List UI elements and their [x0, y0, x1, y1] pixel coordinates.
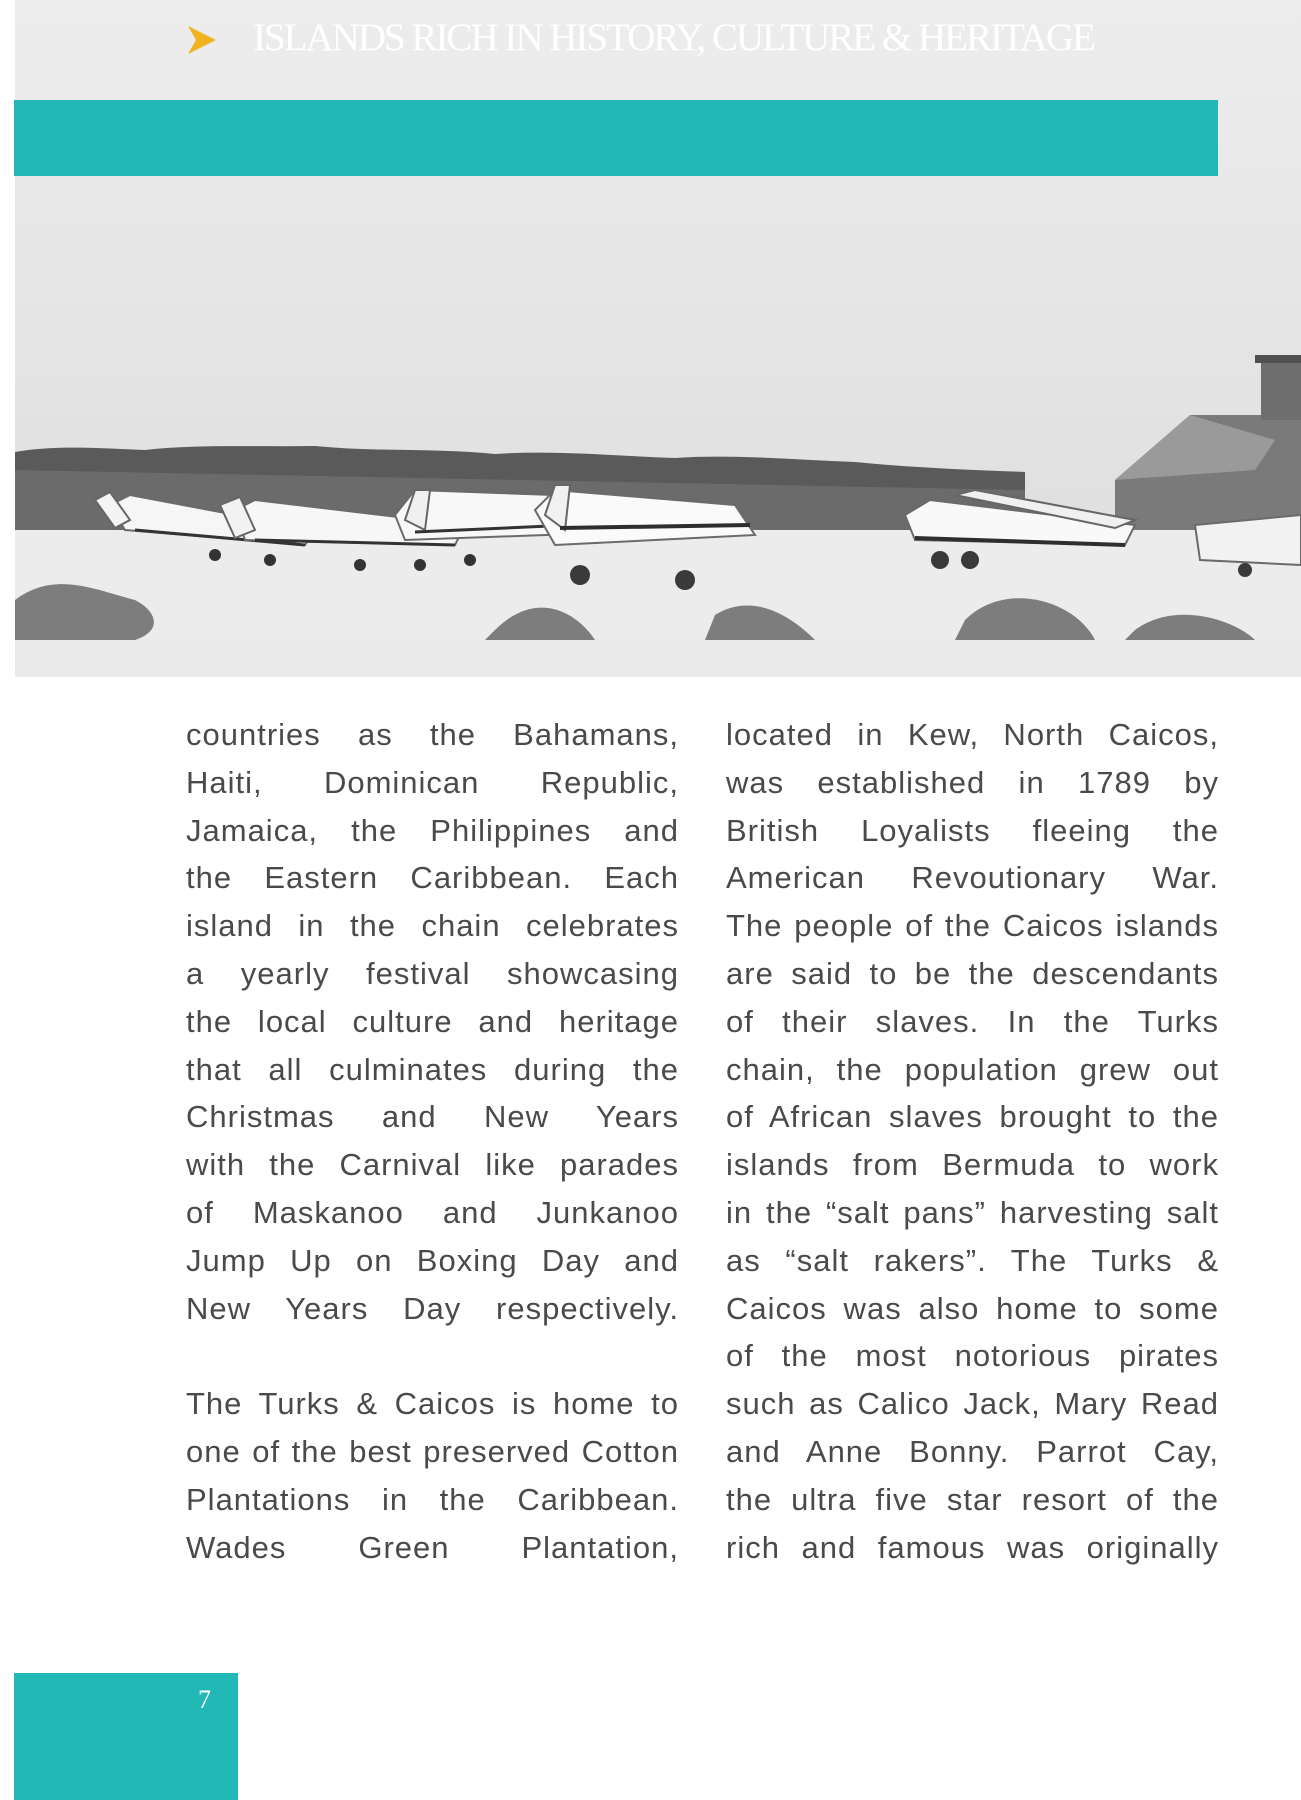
- text-line: of Maskanoo and Junkanoo: [186, 1194, 679, 1230]
- section-title: ISLANDS RICH IN HISTORY, CULTURE & HERITAGE: [253, 16, 1094, 59]
- text-line: such as Calico Jack, Mary Read: [726, 1386, 1219, 1422]
- text-line: the ultra five star resort of the: [726, 1481, 1219, 1517]
- text-line: that all culminates during the: [186, 1051, 679, 1087]
- text-line: Caicos was also home to some: [726, 1290, 1219, 1326]
- text-line: of the most notorious pirates: [726, 1338, 1219, 1374]
- text-line: of their slaves. In the Turks: [726, 1003, 1219, 1039]
- text-line: a yearly festival showcasing: [186, 955, 679, 991]
- text-column-right: [726, 711, 1219, 1571]
- text-line: are said to be the descendants: [726, 955, 1219, 991]
- text-line: Haiti, Dominican Republic,: [186, 764, 679, 800]
- text-line: Wades Green Plantation,: [186, 1529, 679, 1565]
- text-line: of African slaves brought to the: [726, 1099, 1219, 1135]
- text-line: located in Kew, North Caicos,: [726, 717, 1219, 752]
- text-line: rich and famous was originally: [726, 1529, 1219, 1565]
- text-line: countries as the Bahamans,: [186, 717, 679, 752]
- text-line: The people of the Caicos islands: [726, 908, 1219, 944]
- text-line: Christmas and New Years: [186, 1099, 679, 1135]
- text-line: with the Carnival like parades: [186, 1147, 679, 1183]
- text-line: Jamaica, the Philippines and: [186, 812, 679, 848]
- text-line: island in the chain celebrates: [186, 908, 679, 944]
- section-title-banner: [14, 100, 1218, 176]
- text-line: one of the best preserved Cotton: [186, 1433, 679, 1469]
- text-line: islands from Bermuda to work: [726, 1147, 1219, 1183]
- text-line: was established in 1789 by: [726, 764, 1219, 800]
- text-line: British Loyalists fleeing the: [726, 812, 1219, 848]
- text-line: The Turks & Caicos is home to: [186, 1386, 679, 1422]
- paragraph-gap: [186, 1332, 679, 1380]
- page-number: 7: [198, 1685, 211, 1714]
- control-tower: [1261, 360, 1301, 420]
- text-line: the Eastern Caribbean. Each: [186, 860, 679, 896]
- text-line: New Years Day respectively.: [186, 1290, 679, 1326]
- text-column-left: [186, 711, 679, 1571]
- text-line: American Revoutionary War.: [726, 860, 1219, 896]
- text-line: Jump Up on Boxing Day and: [186, 1242, 679, 1278]
- text-line: the local culture and heritage: [186, 1003, 679, 1039]
- text-line: in the “salt pans” harvesting salt: [726, 1194, 1219, 1230]
- text-line: and Anne Bonny. Parrot Cay,: [726, 1433, 1219, 1469]
- text-line: chain, the population grew out: [726, 1051, 1219, 1087]
- chevron-right-icon: [186, 24, 218, 56]
- text-line: as “salt rakers”. The Turks &: [726, 1242, 1219, 1278]
- text-line: Plantations in the Caribbean.: [186, 1481, 679, 1517]
